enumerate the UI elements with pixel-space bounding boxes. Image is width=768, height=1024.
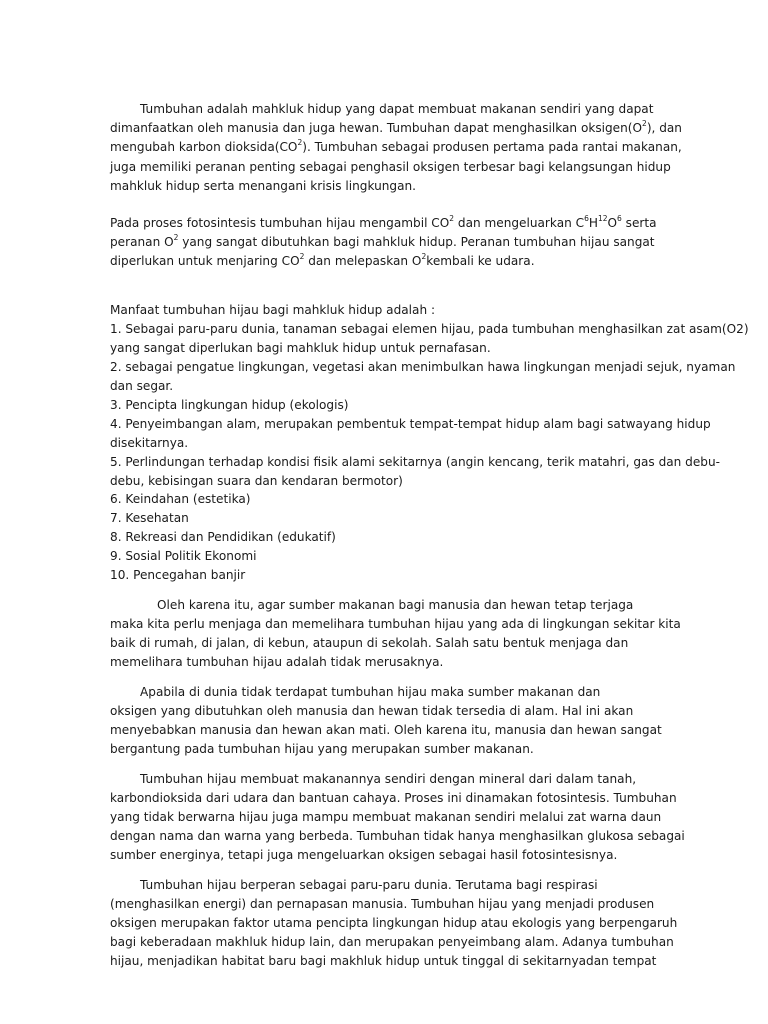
list-item-4-line-2: disekitarnya.	[110, 436, 189, 450]
p2-line-2	[110, 234, 655, 250]
text-run: mengubah karbon dioksida(CO	[110, 140, 298, 154]
p5-line-3: yang tidak berwarna hijau juga mampu membuat makanan sendiri melalui zat warna daun	[110, 810, 662, 824]
list-item-2-line-1: 2. sebagai pengatue lingkungan, vegetasi akan menimbulkan hawa lingkungan menjadi sejuk, nyaman	[110, 360, 736, 374]
list-item-7: 7. Kesehatan	[110, 511, 189, 525]
list-item-10: 10. Pencegahan banjir	[110, 568, 246, 582]
text-run: yang sangat dibutuhkan bagi mahkluk hidup. Peranan tumbuhan hijau sangat	[178, 235, 655, 249]
text-run: dan mengeluarkan C	[454, 216, 585, 230]
text-run: dan melepaskan O	[304, 254, 422, 268]
p1-line-1: Tumbuhan adalah mahkluk hidup yang dapat membuat makanan sendiri yang dapat	[140, 102, 654, 116]
list-item-1-line-2: yang sangat diperlukan bagi mahkluk hidup untuk pernafasan.	[110, 341, 491, 355]
list-item-5-line-2: debu, kebisingan suara dan kendaran bermotor)	[110, 474, 403, 488]
text-run: dimanfaatkan oleh manusia dan juga hewan. Tumbuhan dapat menghasilkan oksigen(O	[110, 121, 643, 135]
p3-line-1: Oleh karena itu, agar sumber makanan bagi manusia dan hewan tetap terjaga	[157, 598, 634, 612]
p1-line-4: juga memiliki peranan penting sebagai penghasil oksigen terbesar bagi kelangsungan hidup	[110, 160, 671, 174]
p5-line-2: karbondioksida dari udara dan bantuan cahaya. Proses ini dinamakan fotosintesis. Tumbuhan	[110, 791, 677, 805]
p2-line-1	[110, 215, 657, 231]
text-run: H	[588, 216, 598, 230]
p2-line-3	[110, 253, 535, 269]
p6-line-3: oksigen merupakan faktor utama pencipta lingkungan hidup atau ekologis yang berpengaruh	[110, 916, 678, 930]
list-item-5-line-1: 5. Perlindungan terhadap kondisi fisik alami sekitarnya (angin kencang, terik matahri, gas dan debu-	[110, 455, 720, 469]
text-run: O	[607, 216, 618, 230]
superscript: 2	[299, 251, 305, 261]
p4-line-1: Apabila di dunia tidak terdapat tumbuhan hijau maka sumber makanan dan	[140, 685, 601, 699]
p4-line-3: menyebabkan manusia dan hewan akan mati. Oleh karena itu, manusia dan hewan sangat	[110, 723, 662, 737]
list-item-1-line-1: 1. Sebagai paru-paru dunia, tanaman sebagai elemen hijau, pada tumbuhan menghasilkan zat asam(O2)	[110, 322, 749, 336]
p6-line-5: hijau, menjadikan habitat baru bagi makhluk hidup untuk tinggal di sekitarnyadan tempat	[110, 954, 657, 968]
text-run: peranan O	[110, 235, 174, 249]
superscript: 2	[297, 137, 303, 147]
p4-line-2: oksigen yang dibutuhkan oleh manusia dan hewan tidak tersedia di alam. Hal ini akan	[110, 704, 634, 718]
text-run: ). Tumbuhan sebagai produsen pertama pada rantai makanan,	[302, 140, 682, 154]
p6-line-4: bagi keberadaan makhluk hidup lain, dan merupakan penyeimbang alam. Adanya tumbuhan	[110, 935, 674, 949]
text-run: kembali ke udara.	[426, 254, 535, 268]
p5-line-5: sumber energinya, tetapi juga mengeluarkan oksigen sebagai hasil fotosintesisnya.	[110, 848, 618, 862]
text-run: serta	[621, 216, 657, 230]
list-item-8: 8. Rekreasi dan Pendidikan (edukatif)	[110, 530, 336, 544]
superscript: 2	[173, 232, 179, 242]
text-run: diperlukan untuk menjaring CO	[110, 254, 300, 268]
p1-line-5: mahkluk hidup serta menangani krisis lingkungan.	[110, 179, 417, 193]
p6-line-1: Tumbuhan hijau berperan sebagai paru-paru dunia. Terutama bagi respirasi	[140, 878, 598, 892]
list-item-3: 3. Pencipta lingkungan hidup (ekologis)	[110, 398, 349, 412]
text-run: ), dan	[646, 121, 682, 135]
p5-line-1: Tumbuhan hijau membuat makanannya sendiri dengan mineral dari dalam tanah,	[140, 772, 637, 786]
list-item-9: 9. Sosial Politik Ekonomi	[110, 549, 257, 563]
p3-line-4: memelihara tumbuhan hijau adalah tidak merusaknya.	[110, 655, 444, 669]
p3-line-2: maka kita perlu menjaga dan memelihara tumbuhan hijau yang ada di lingkungan sekitar kita	[110, 617, 681, 631]
list-item-2-line-2: dan segar.	[110, 379, 174, 393]
superscript: 2	[642, 118, 647, 128]
list-item-4-line-1: 4. Penyeimbangan alam, merupakan pembentuk tempat-tempat hidup alam bagi satwayang hidup	[110, 417, 711, 431]
p4-line-4: bergantung pada tumbuhan hijau yang merupakan sumber makanan.	[110, 742, 534, 756]
superscript: 12	[597, 213, 608, 223]
superscript: 2	[421, 251, 427, 261]
p1-line-2	[110, 120, 682, 136]
p3-line-3: baik di rumah, di jalan, di kebun, ataupun di sekolah. Salah satu bentuk menjaga dan	[110, 636, 629, 650]
list-item-6: 6. Keindahan (estetika)	[110, 492, 251, 506]
text-run: Pada proses fotosintesis tumbuhan hijau mengambil CO	[110, 216, 450, 230]
superscript: 2	[449, 213, 455, 223]
list-intro: Manfaat tumbuhan hijau bagi mahkluk hidup adalah :	[110, 303, 436, 317]
superscript: 6	[584, 213, 589, 223]
p1-line-3	[110, 139, 682, 155]
superscript: 6	[617, 213, 622, 223]
p5-line-4: dengan nama dan warna yang berbeda. Tumbuhan tidak hanya menghasilkan glukosa sebagai	[110, 829, 685, 843]
p6-line-2: (menghasilkan energi) dan pernapasan manusia. Tumbuhan hijau yang menjadi produsen	[110, 897, 655, 911]
